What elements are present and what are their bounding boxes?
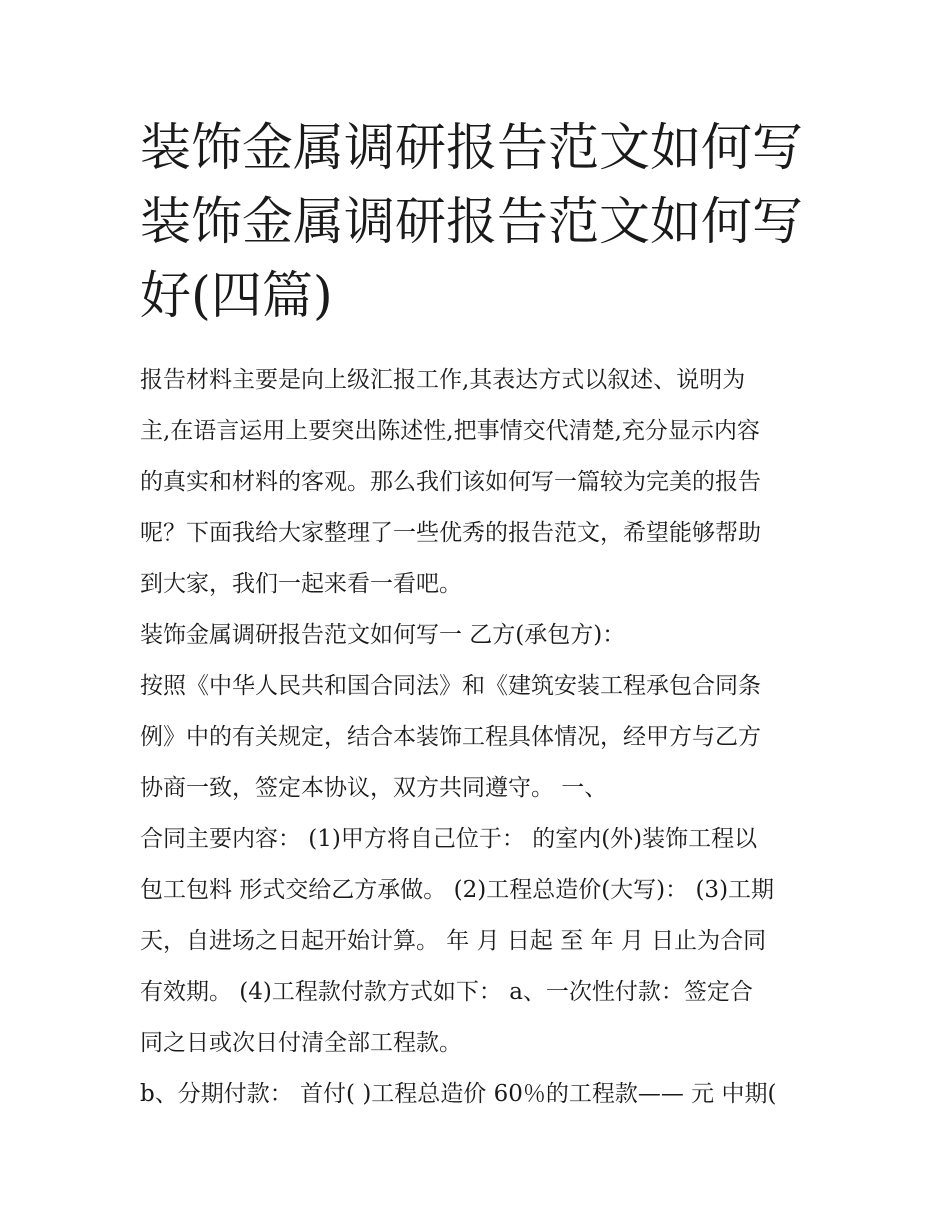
body-line: 主,在语言运用上要突出陈述性,把事情交代清楚,充分显示内容 [140, 418, 760, 444]
title-line: 装饰金属调研报告范文如何写 [140, 119, 804, 178]
body-line: 到大家，我们一起来看一看吧。 [140, 571, 462, 597]
title-line: 装饰金属调研报告范文如何写 [140, 193, 804, 252]
body-line: 例》中的有关规定，结合本装饰工程具体情况，经甲方与乙方 [140, 724, 761, 750]
body-line: 协商一致，签定本协议，双方共同遵守。 一、 [140, 775, 608, 801]
section-heading-line: 装饰金属调研报告范文如何写一 乙方(承包方)： [140, 622, 626, 648]
body-line: 同之日或次日付清全部工程款。 [140, 1030, 462, 1056]
body-line: 报告材料主要是向上级汇报工作,其表达方式以叙述、说明为 [140, 367, 746, 393]
body-line: 呢？下面我给大家整理了一些优秀的报告范文，希望能够帮助 [140, 520, 761, 546]
document-body [140, 355, 840, 1120]
title-line: 好(四篇) [140, 267, 333, 326]
body-line: 合同主要内容： (1)甲方将自己位于： 的室内(外)装饰工程以 [140, 826, 758, 852]
body-line: 包工包料 形式交给乙方承做。 (2)工程总造价(大写)： (3)工期 [140, 877, 775, 903]
body-line: 按照《中华人民共和国合同法》和《建筑安装工程承包合同条 [140, 673, 761, 699]
body-line: 的真实和材料的客观。那么我们该如何写一篇较为完美的报告 [140, 469, 761, 495]
document-title [140, 112, 840, 334]
body-line: 天，自进场之日起开始计算。 年 月 日起 至 年 月 日止为合同 [140, 928, 767, 954]
body-line: b、分期付款： 首付( )工程总造价 60％的工程款—— 元 中期( [140, 1081, 777, 1107]
body-line: 有效期。 (4)工程款付款方式如下： a、一次性付款：签定合 [140, 979, 753, 1005]
